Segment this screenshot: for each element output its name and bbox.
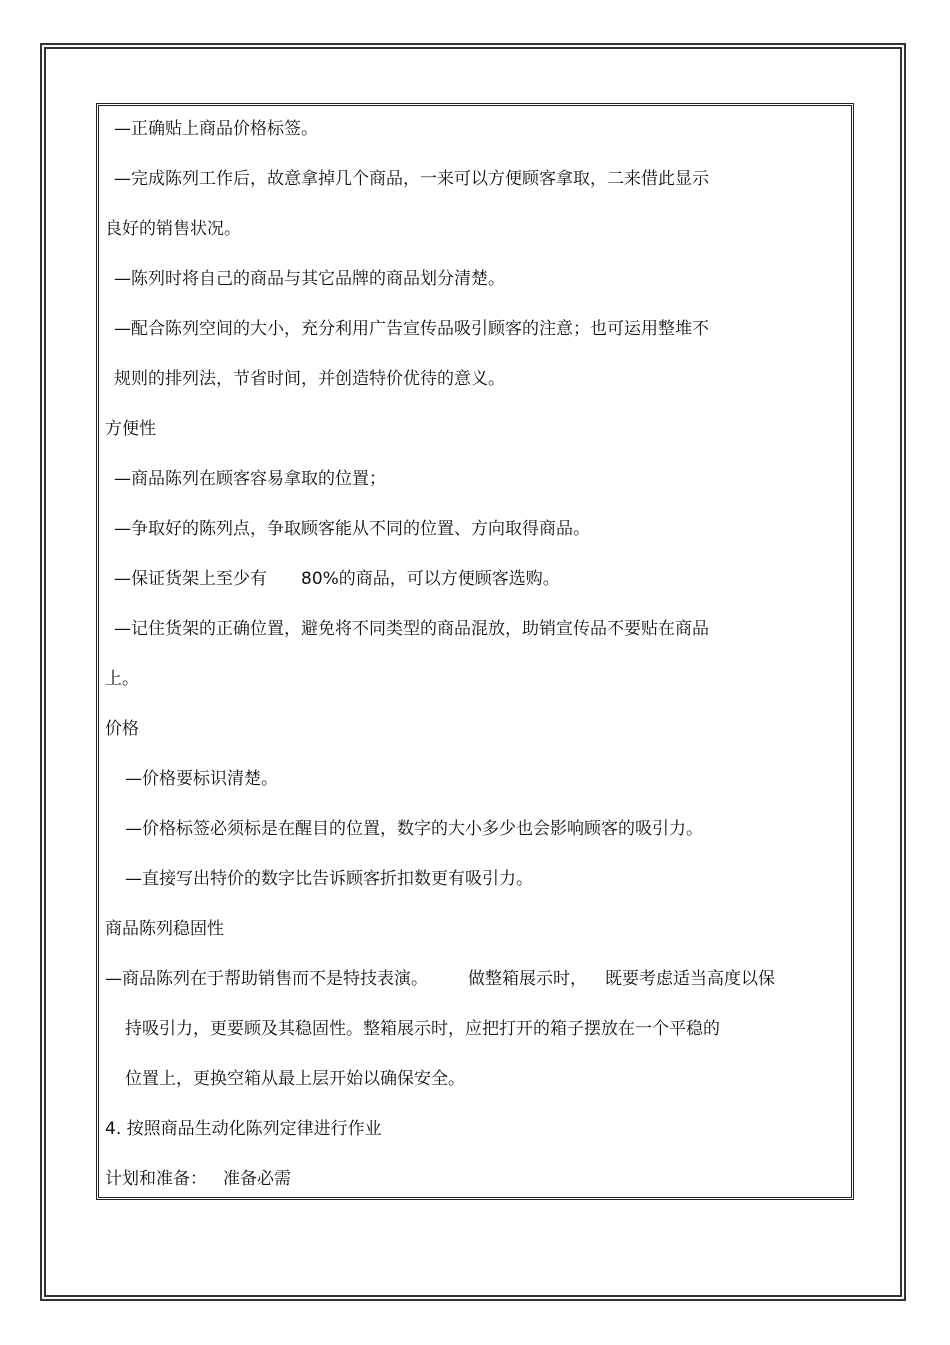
text-line-2: —完成陈列工作后，故意拿掉几个商品，一来可以方便顾客拿取，二来借此显示	[114, 169, 709, 189]
text-line-8: —争取好的陈列点，争取顾客能从不同的位置、方向取得商品。	[114, 519, 590, 539]
text-line-11: —价格要标识清楚。	[125, 769, 278, 789]
text-line-9: —记住货架的正确位置，避免将不同类型的商品混放，助销宣传品不要贴在商品	[114, 619, 709, 639]
shelf-text-after: 的商品，可以方便顾客选购。	[338, 569, 560, 589]
shelf-percent: 80%	[301, 569, 339, 589]
text-line-7: —商品陈列在顾客容易拿取的位置；	[114, 469, 386, 489]
stability-part-1: —商品陈列在于帮助销售而不是特技表演。	[105, 969, 428, 989]
section-heading-stability: 商品陈列稳固性	[105, 919, 224, 939]
section-heading-price: 价格	[105, 719, 139, 739]
text-line-3: 良好的销售状况。	[105, 219, 241, 239]
section-heading-law: 4. 按照商品生动化陈列定律进行作业	[105, 1119, 382, 1139]
text-line-stability	[105, 968, 775, 990]
text-line-plan	[105, 1168, 291, 1190]
shelf-text-before: —保证货架上至少有	[114, 569, 267, 589]
text-line-12: —价格标签必须标是在醒目的位置，数字的大小多少也会影响顾客的吸引力。	[125, 819, 703, 839]
text-line-15: 位置上，更换空箱从最上层开始以确保安全。	[125, 1069, 465, 1089]
plan-label: 计划和准备：	[105, 1169, 207, 1189]
stability-part-2: 做整箱展示时，	[468, 969, 587, 989]
text-line-6: 规则的排列法，节省时间，并创造特价优待的意义。	[114, 369, 505, 389]
text-line-10: 上。	[105, 669, 139, 689]
plan-value: 准备必需	[223, 1169, 291, 1189]
stability-part-3: 既要考虑适当高度以保	[605, 969, 775, 989]
text-line-1: —正确贴上商品价格标签。	[114, 119, 318, 139]
section-heading-convenience: 方便性	[105, 419, 156, 439]
text-line-13: —直接写出特价的数字比告诉顾客折扣数更有吸引力。	[125, 869, 533, 889]
text-line-14: 持吸引力，更要顾及其稳固性。整箱展示时，应把打开的箱子摆放在一个平稳的	[125, 1019, 720, 1039]
text-line-5: —配合陈列空间的大小，充分利用广告宣传品吸引顾客的注意；也可运用整堆不	[114, 319, 709, 339]
text-line-4: —陈列时将自己的商品与其它品牌的商品划分清楚。	[114, 269, 505, 289]
text-line-shelf	[114, 568, 560, 590]
